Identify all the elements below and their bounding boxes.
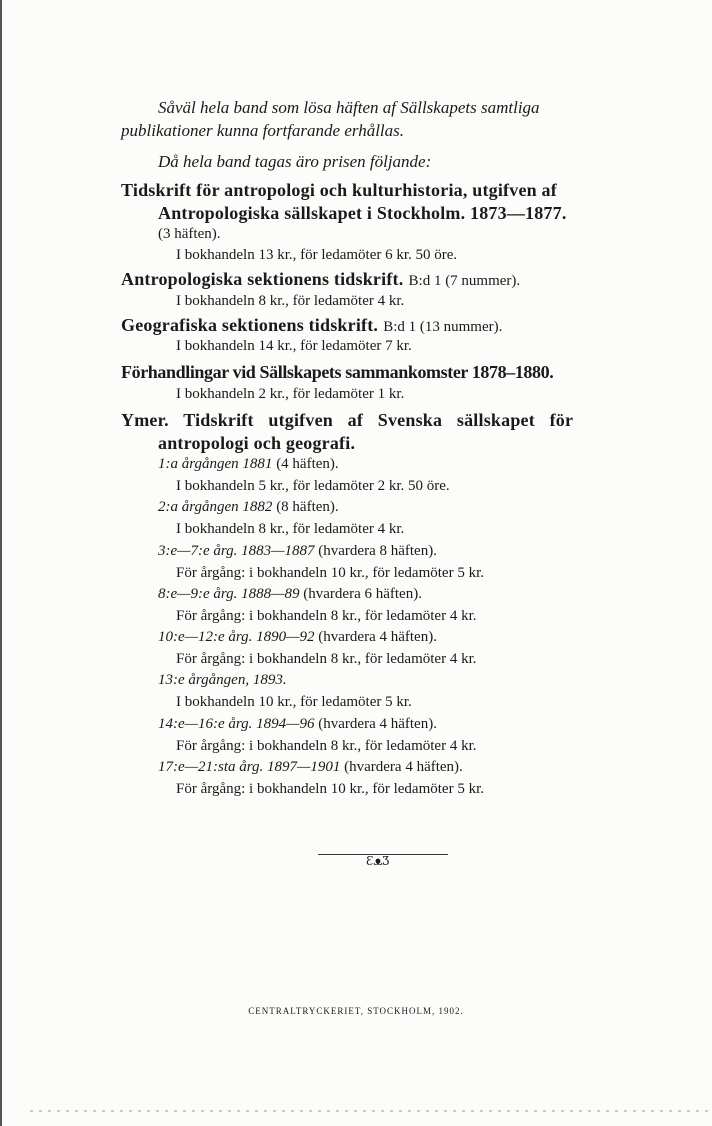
ymer-volume-5	[158, 629, 437, 646]
ornament-glyph: ƐᴥƷ	[366, 854, 390, 868]
intro-line-2: publikationer kunna fortfarande erhållas.	[121, 121, 405, 140]
entry-1-note: (3 häften).	[158, 226, 221, 242]
ymer-volume-6-price: I bokhandeln 10 kr., för ledamöter 5 kr.	[176, 694, 412, 710]
ymer-volume-4-note: (hvardera 6 häften).	[303, 586, 422, 602]
ymer-volume-2-price: I bokhandeln 8 kr., för ledamöter 4 kr.	[176, 521, 405, 537]
ymer-volume-8-price: För årgång: i bokhandeln 10 kr., för ledamöter 5 kr.	[176, 781, 484, 797]
entry-3-heading	[121, 315, 502, 336]
entry-1-title-line-1: Tidskrift för antropologi och kulturhistoria, utgifven af	[121, 180, 557, 200]
ymer-volume-7-note: (hvardera 4 häften).	[318, 716, 437, 732]
ymer-volume-8-label: 17:e—21:sta årg. 1897—1901	[158, 759, 341, 775]
ymer-volume-2	[158, 499, 339, 516]
ymer-volume-3-price: För årgång: i bokhandeln 10 kr., för ledamöter 5 kr.	[176, 565, 484, 581]
ymer-volume-2-note: (8 häften).	[276, 499, 339, 515]
ymer-volume-1-label: 1:a årgången 1881	[158, 456, 273, 472]
ymer-volume-8	[158, 759, 463, 776]
ymer-volume-7-label: 14:e—16:e årg. 1894—96	[158, 716, 315, 732]
ymer-volume-6-label: 13:e årgången, 1893.	[158, 672, 287, 688]
ymer-volume-6	[158, 672, 287, 689]
ymer-volume-1-note: (4 häften).	[276, 456, 339, 472]
printer-imprint: CENTRALTRYCKERIET, STOCKHOLM, 1902.	[248, 1006, 464, 1016]
ymer-title-line-2: antropologi och geografi.	[158, 433, 356, 453]
ymer-volume-1-price: I bokhandeln 5 kr., för ledamöter 2 kr. 50 öre.	[176, 478, 450, 494]
ymer-volume-4-label: 8:e—9:e årg. 1888—89	[158, 586, 300, 602]
entry-2-title: Antropologiska sektionens tidskrift.	[121, 269, 404, 289]
entry-3-note: B:d 1 (13 nummer).	[383, 319, 503, 335]
ymer-volume-2-label: 2:a årgången 1882	[158, 499, 273, 515]
entry-3-price: I bokhandeln 14 kr., för ledamöter 7 kr.	[176, 338, 412, 354]
ymer-volume-5-note: (hvardera 4 häften).	[318, 629, 437, 645]
ymer-volume-8-note: (hvardera 4 häften).	[344, 759, 463, 775]
ymer-volume-5-price: För årgång: i bokhandeln 8 kr., för ledamöter 4 kr.	[176, 651, 477, 667]
entry-2-note: B:d 1 (7 nummer).	[408, 273, 521, 289]
ornament-divider	[318, 850, 448, 870]
scan-edge-noise	[30, 1110, 712, 1112]
page-edge	[0, 0, 2, 1126]
ymer-volume-3	[158, 543, 437, 560]
ymer-title-line-1: Ymer. Tidskrift utgifven af Svenska sällskapet för	[121, 410, 574, 430]
ymer-volume-3-label: 3:e—7:e årg. 1883—1887	[158, 543, 315, 559]
intro-line-1: Såväl hela band som lösa häften af Sällskapets samtliga	[158, 98, 540, 117]
ymer-volume-7-price: För årgång: i bokhandeln 8 kr., för ledamöter 4 kr.	[176, 738, 477, 754]
ymer-volume-1	[158, 456, 339, 473]
entry-1-title-line-2: Antropologiska sällskapet i Stockholm. 1873—1877.	[158, 203, 567, 223]
entry-2-heading	[121, 269, 520, 290]
entry-4-price: I bokhandeln 2 kr., för ledamöter 1 kr.	[176, 386, 405, 402]
entry-4-title: Förhandlingar vid Sällskapets sammankomster 1878–1880.	[121, 362, 554, 382]
entry-3-title: Geografiska sektionens tidskrift.	[121, 315, 379, 335]
entry-1-price: I bokhandeln 13 kr., för ledamöter 6 kr. 50 öre.	[176, 247, 458, 263]
ymer-volume-4	[158, 586, 422, 603]
ymer-volume-5-label: 10:e—12:e årg. 1890—92	[158, 629, 315, 645]
intro-line-3: Då hela band tagas äro prisen följande:	[158, 152, 432, 171]
ymer-volume-7	[158, 716, 437, 733]
ymer-volume-4-price: För årgång: i bokhandeln 8 kr., för ledamöter 4 kr.	[176, 608, 477, 624]
ymer-volume-3-note: (hvardera 8 häften).	[318, 543, 437, 559]
entry-2-price: I bokhandeln 8 kr., för ledamöter 4 kr.	[176, 293, 405, 309]
